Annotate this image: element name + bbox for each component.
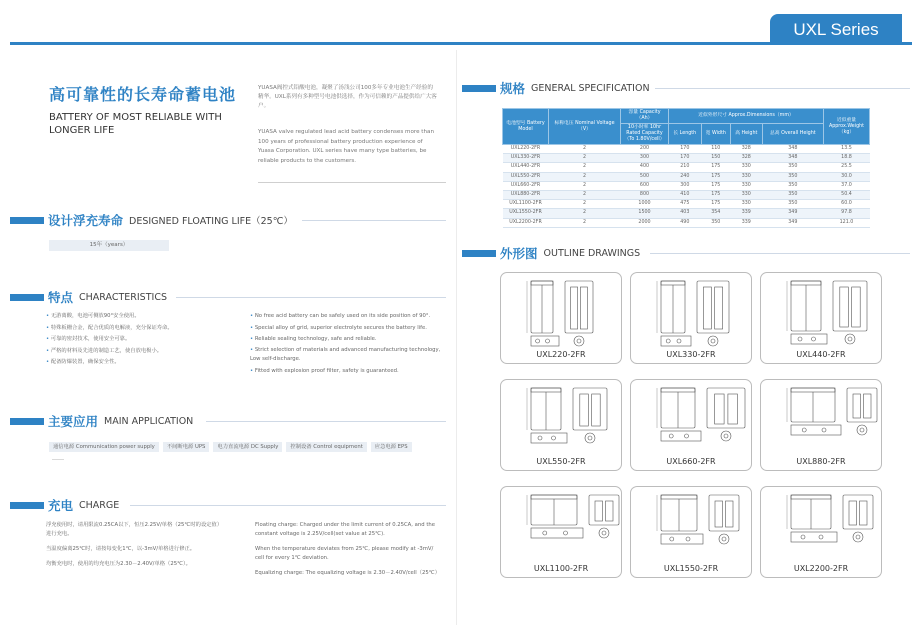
list-item: • 可靠的密封技术，使用安全可靠。 bbox=[46, 334, 173, 346]
outline-drawing-icon bbox=[631, 487, 753, 567]
table-row bbox=[503, 218, 870, 227]
cell: 600 bbox=[621, 181, 669, 190]
th-overall: 总高 Overall Height bbox=[762, 124, 823, 145]
list-item: • Fitted with explosion proof filter, safety is guaranteed. bbox=[250, 366, 450, 378]
cell: 410 bbox=[669, 191, 702, 200]
cell: 150 bbox=[701, 154, 730, 163]
section-specification bbox=[462, 80, 650, 96]
cell: 403 bbox=[669, 209, 702, 218]
cell: 200 bbox=[621, 145, 669, 154]
table-row bbox=[503, 145, 870, 154]
cell: 60.0 bbox=[824, 200, 870, 209]
application-tag: 控制设备 Control equipment bbox=[286, 442, 366, 452]
charge-cn-para: 浮充使用时，请用限流0.25CA以下，恒压2.25V/单格（25℃时的设定值）进行充电。 bbox=[46, 522, 223, 537]
section-title-en: MAIN APPLICATION bbox=[104, 415, 194, 427]
cell: 18.8 bbox=[824, 154, 870, 163]
page-fold bbox=[456, 50, 457, 625]
section-rule bbox=[650, 253, 910, 254]
th-voltage: 标称电压 Nominal Voltage（V） bbox=[549, 109, 621, 145]
cell: 170 bbox=[669, 154, 702, 163]
cell: 350 bbox=[762, 200, 823, 209]
table-row bbox=[503, 209, 870, 218]
cell: 2 bbox=[549, 209, 621, 218]
cell: 350 bbox=[762, 191, 823, 200]
drawing-label: UXL1100-2FR bbox=[533, 564, 589, 573]
section-title-en: DESIGNED FLOATING LIFE（25℃） bbox=[129, 216, 293, 227]
cell: 354 bbox=[701, 209, 730, 218]
cell: 175 bbox=[701, 200, 730, 209]
series-tab: UXL Series bbox=[770, 14, 902, 45]
drawing-label: UXL220-2FR bbox=[536, 350, 586, 359]
cell: 350 bbox=[762, 172, 823, 181]
cell: 350 bbox=[762, 163, 823, 172]
drawing-card bbox=[630, 379, 752, 471]
cell: 339 bbox=[730, 209, 762, 218]
table-row bbox=[503, 163, 870, 172]
cell: 2 bbox=[549, 163, 621, 172]
section-title-cn: 特点 bbox=[48, 290, 74, 305]
section-rule bbox=[206, 421, 446, 422]
table-row bbox=[503, 172, 870, 181]
cell: 300 bbox=[669, 181, 702, 190]
cell: 2 bbox=[549, 154, 621, 163]
characteristics-en-list bbox=[250, 311, 450, 377]
charge-cn-para: 当温度偏离25℃时，请按每变化1℃，以-3mV/单格进行修正。 bbox=[46, 546, 196, 552]
th-capacity: 容量 Capacity（Ah） bbox=[621, 109, 669, 124]
outline-drawing-icon bbox=[501, 487, 623, 567]
main-title-en: BATTERY OF MOST RELIABLE WITH LONGER LIFE bbox=[49, 112, 222, 136]
cell: 1500 bbox=[621, 209, 669, 218]
section-rule bbox=[130, 505, 446, 506]
application-tag: 电力直流电源 DC Supply bbox=[213, 442, 282, 452]
cell: 800 bbox=[621, 191, 669, 200]
section-application bbox=[10, 413, 193, 429]
cell: 349 bbox=[762, 209, 823, 218]
cell: 350 bbox=[701, 218, 730, 227]
cell: 170 bbox=[669, 145, 702, 154]
cell: 2 bbox=[549, 181, 621, 190]
drawing-card bbox=[760, 272, 882, 364]
cell: 328 bbox=[730, 145, 762, 154]
list-item: • No free acid battery can be safely used on its side position of 90°. bbox=[250, 311, 450, 323]
section-title-cn: 设计浮充寿命 bbox=[48, 213, 124, 228]
intro-en: YUASA valve regulated lead acid battery condenses more than 100 years of professional battery production experience of Yuasa Corporation. UXL series have many type batteries, be reliable products to the customers. bbox=[258, 129, 435, 164]
charge-en-para: When the temperature deviates from 25℃, please modify at -3mV/ cell for every 1℃ deviation. bbox=[255, 546, 434, 561]
cell: 240 bbox=[669, 172, 702, 181]
cell: UXL220-2FR bbox=[503, 145, 549, 154]
drawing-card bbox=[630, 272, 752, 364]
cell: 339 bbox=[730, 218, 762, 227]
section-bar bbox=[10, 418, 44, 425]
cell: 13.5 bbox=[824, 145, 870, 154]
charge-cn bbox=[46, 521, 226, 575]
application-tag: 不间断电源 UPS bbox=[163, 442, 210, 452]
section-rule bbox=[176, 297, 446, 298]
charge-en-para: Floating charge: Charged under the limit current of 0.25CA, and the constant voltage is 2.25V/cell(set value at 25℃). bbox=[255, 522, 436, 537]
section-outline-drawings bbox=[462, 245, 640, 261]
cell: 37.0 bbox=[824, 181, 870, 190]
section-title-cn: 充电 bbox=[48, 498, 74, 513]
section-charge bbox=[10, 497, 119, 513]
cell: 330 bbox=[730, 200, 762, 209]
cell: UXL330-2FR bbox=[503, 154, 549, 163]
section-title-cn: 主要应用 bbox=[48, 414, 99, 429]
cell: UXL1100-2FR bbox=[503, 200, 549, 209]
cell: 2 bbox=[549, 172, 621, 181]
drawing-card bbox=[500, 379, 622, 471]
section-bar bbox=[462, 85, 496, 92]
section-title-cn: 外形图 bbox=[500, 246, 538, 261]
cell: 475 bbox=[669, 200, 702, 209]
charge-en bbox=[255, 521, 440, 584]
section-title-en: CHARGE bbox=[79, 499, 120, 511]
intro-cn: YUASA阀控式铅酸电池，凝聚了汤浅公司100多年专业电池生产经验的精华。UXL系列有多种型号电池供选择，作为可信赖的产品提供给广大客户。 bbox=[258, 85, 437, 109]
section-title-en: OUTLINE DRAWINGS bbox=[543, 247, 641, 259]
cell: 500 bbox=[621, 172, 669, 181]
drawing-label: UXL440-2FR bbox=[796, 350, 846, 359]
list-item: • 配备防爆装置，确保安全性。 bbox=[46, 357, 173, 369]
outline-drawing-icon bbox=[631, 380, 753, 460]
outline-drawing-icon bbox=[761, 273, 883, 353]
section-bar bbox=[10, 502, 44, 509]
cell: 490 bbox=[669, 218, 702, 227]
cell: 2 bbox=[549, 200, 621, 209]
cell: 175 bbox=[701, 163, 730, 172]
cell: 349 bbox=[762, 218, 823, 227]
cell: 2 bbox=[549, 145, 621, 154]
cell: 300 bbox=[621, 154, 669, 163]
list-item: • 特殊板栅合金，配合优质的电解液，充分保证寿命。 bbox=[46, 323, 173, 335]
list-item: • 无游离酸，电池可侧放90°安全使用。 bbox=[46, 311, 173, 323]
cell: 330 bbox=[730, 163, 762, 172]
characteristics-cn-list bbox=[46, 311, 173, 369]
drawing-label: UXL660-2FR bbox=[666, 457, 716, 466]
outline-drawing-icon bbox=[501, 380, 623, 460]
charge-en-para: Equalizing charge: The equalizing voltage is 2.30－2.40V/cell（25℃） bbox=[255, 570, 441, 576]
cell: 330 bbox=[730, 172, 762, 181]
list-item: • Strict selection of materials and advanced manufacturing technology, Low self-discharge. bbox=[250, 346, 450, 364]
cell: 350 bbox=[762, 181, 823, 190]
intro-rule bbox=[258, 182, 446, 183]
cell: 25.5 bbox=[824, 163, 870, 172]
section-rule bbox=[655, 88, 910, 89]
drawing-label: UXL1550-2FR bbox=[663, 564, 719, 573]
cell: UXL2200-2FR bbox=[503, 218, 549, 227]
cell: 2 bbox=[549, 218, 621, 227]
drawing-label: UXL550-2FR bbox=[536, 457, 586, 466]
drawing-card bbox=[760, 379, 882, 471]
drawing-label: UXL880-2FR bbox=[796, 457, 846, 466]
table-row bbox=[503, 154, 870, 163]
cell: 2000 bbox=[621, 218, 669, 227]
drawing-card bbox=[500, 272, 622, 364]
charge-cn-para: 均衡充电时，使用的均充电压为2.30－2.40V/单格（25℃）。 bbox=[46, 561, 191, 567]
cell: 1000 bbox=[621, 200, 669, 209]
section-characteristics bbox=[10, 289, 167, 305]
cell: 110 bbox=[701, 145, 730, 154]
drawing-card bbox=[500, 486, 622, 578]
section-rule bbox=[302, 220, 446, 221]
section-floating-life bbox=[10, 212, 293, 228]
list-item: • 严格的材料及先进的制造工艺，使自放电极小。 bbox=[46, 346, 173, 358]
drawing-card bbox=[630, 486, 752, 578]
cell: UXL550-2FR bbox=[503, 172, 549, 181]
drawing-label: UXL2200-2FR bbox=[793, 564, 849, 573]
outline-drawing-icon bbox=[761, 487, 883, 567]
application-tag: 通信电源 Communication power supply bbox=[49, 442, 159, 452]
th-model: 电池型号 Battery Model bbox=[503, 109, 549, 145]
th-dimensions: 近似外形尺寸 Approx.Dimensions（mm） bbox=[669, 109, 824, 124]
cell: 121.0 bbox=[824, 218, 870, 227]
application-more: …… bbox=[52, 455, 64, 462]
cell: 210 bbox=[669, 163, 702, 172]
spec-table bbox=[502, 108, 870, 228]
th-length: 长 Length bbox=[669, 124, 702, 145]
application-tag: 应急电源 EPS bbox=[371, 442, 412, 452]
cell: UXL660-2FR bbox=[503, 181, 549, 190]
th-height: 高 Height bbox=[730, 124, 762, 145]
outline-drawing-icon bbox=[631, 273, 753, 353]
section-title-en: GENERAL SPECIFICATION bbox=[531, 82, 650, 94]
section-title-cn: 规格 bbox=[500, 81, 526, 96]
outline-drawing-icon bbox=[761, 380, 883, 460]
cell: UXL880-2FR bbox=[503, 191, 549, 200]
drawing-card bbox=[760, 486, 882, 578]
cell: 330 bbox=[730, 191, 762, 200]
list-item: • Special alloy of grid, superior electrolyte secures the battery life. bbox=[250, 323, 450, 335]
header-rule bbox=[10, 42, 912, 45]
cell: 30.0 bbox=[824, 172, 870, 181]
cell: 50.4 bbox=[824, 191, 870, 200]
cell: 175 bbox=[701, 191, 730, 200]
section-bar bbox=[462, 250, 496, 257]
cell: 2 bbox=[549, 191, 621, 200]
table-row bbox=[503, 200, 870, 209]
cell: 175 bbox=[701, 181, 730, 190]
outline-drawing-icon bbox=[501, 273, 623, 353]
cell: 348 bbox=[762, 154, 823, 163]
table-row bbox=[503, 181, 870, 190]
cell: 328 bbox=[730, 154, 762, 163]
cell: UXL1550-2FR bbox=[503, 209, 549, 218]
section-bar bbox=[10, 294, 44, 301]
main-title-cn: 高可靠性的长寿命蓄电池 bbox=[49, 85, 237, 104]
th-capacity-sub: 10小时率 10hr Rated Capacity（To 1.80V/cell） bbox=[621, 124, 669, 145]
cell: 175 bbox=[701, 172, 730, 181]
th-weight: 近似重量 Approx.Weight（kg） bbox=[824, 109, 870, 145]
th-width: 宽 Width bbox=[701, 124, 730, 145]
section-title-en: CHARACTERISTICS bbox=[79, 291, 167, 303]
table-row bbox=[503, 191, 870, 200]
section-bar bbox=[10, 217, 44, 224]
drawing-label: UXL330-2FR bbox=[666, 350, 716, 359]
application-tags bbox=[49, 442, 412, 452]
cell: 97.8 bbox=[824, 209, 870, 218]
cell: 348 bbox=[762, 145, 823, 154]
floating-life-value: 15年（years） bbox=[49, 240, 169, 251]
cell: UXL440-2FR bbox=[503, 163, 549, 172]
list-item: • Reliable sealing technology, safe and reliable. bbox=[250, 334, 450, 346]
cell: 330 bbox=[730, 181, 762, 190]
cell: 400 bbox=[621, 163, 669, 172]
